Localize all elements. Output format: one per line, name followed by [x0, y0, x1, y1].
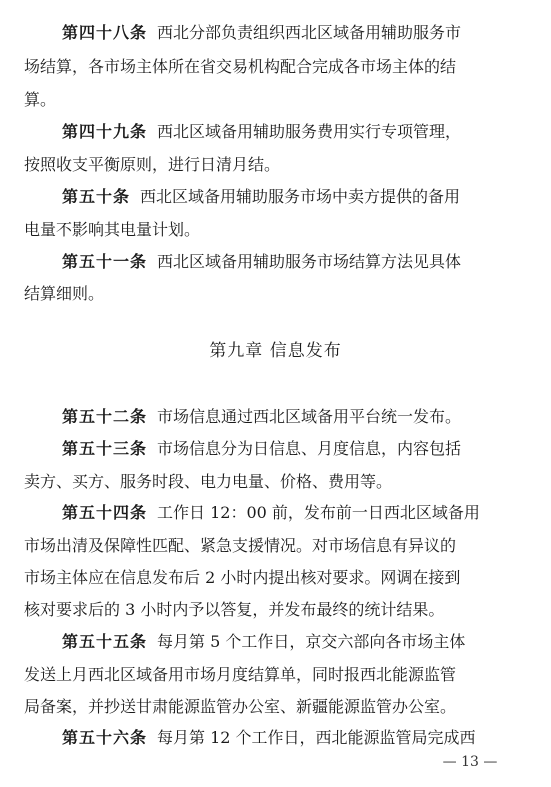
- article-50-line-2: 电量不影响其电量计划。: [24, 220, 201, 239]
- article-52-label: 第五十二条: [62, 407, 148, 426]
- article-50-text-1: 西北区域备用辅助服务市场中卖方提供的备用: [140, 187, 461, 206]
- article-48-line-2: 场结算，各市场主体所在省交易机构配合完成各市场主体的结: [24, 57, 457, 76]
- article-53-text-1: 市场信息分为日信息、月度信息，内容包括: [157, 439, 462, 458]
- article-48-line-3: 算。: [24, 90, 57, 109]
- article-49-line-1: [62, 122, 522, 142]
- article-48-text-1: 西北分部负责组织西北区域备用辅助服务市: [157, 23, 462, 42]
- chapter-title: 第九章 信息发布: [209, 341, 342, 361]
- article-55-line-1: [62, 632, 522, 652]
- article-53-line-2: 卖方、买方、服务时段、电力电量、价格、费用等。: [24, 472, 393, 491]
- article-56-text-1: 每月第 12 个工作日，西北能源监管局完成西: [157, 728, 476, 747]
- article-54-line-2: 市场出清及保障性匹配、紧急支援情况。对市场信息有异议的: [24, 536, 457, 555]
- article-50-label: 第五十条: [62, 187, 131, 206]
- article-54-text-1: 工作日 12：00 前，发布前一日西北区域备用: [157, 503, 480, 522]
- article-55-text-1: 每月第 5 个工作日，京交六部向各市场主体: [157, 632, 466, 651]
- article-56-line-1: [62, 728, 522, 748]
- article-54-label: 第五十四条: [62, 503, 148, 522]
- article-52-text-1: 市场信息通过西北区域备用平台统一发布。: [157, 407, 462, 426]
- article-52-line-1: [62, 407, 522, 427]
- article-56-label: 第五十六条: [62, 728, 148, 747]
- article-48-line-1: [62, 23, 522, 43]
- article-55-line-2: 发送上月西北区域备用市场月度结算单，同时报西北能源监管: [24, 665, 457, 684]
- article-54-line-1: [62, 503, 522, 523]
- article-51-line-2: 结算细则。: [24, 284, 105, 303]
- article-51-label: 第五十一条: [62, 252, 148, 271]
- article-51-line-1: [62, 252, 522, 272]
- article-48-label: 第四十八条: [62, 23, 148, 42]
- article-54-line-4: 核对要求后的 3 小时内予以答复，并发布最终的统计结果。: [24, 600, 445, 619]
- article-49-line-2: 按照收支平衡原则，进行日清月结。: [24, 155, 281, 174]
- article-51-text-1: 西北区域备用辅助服务市场结算方法见具体: [157, 252, 462, 271]
- article-50-line-1: [62, 187, 522, 207]
- article-53-label: 第五十三条: [62, 439, 148, 458]
- article-53-line-1: [62, 439, 522, 459]
- article-55-label: 第五十五条: [62, 632, 148, 651]
- article-49-text-1: 西北区域备用辅助服务费用实行专项管理，: [157, 122, 462, 141]
- page-number: — 13 —: [442, 754, 498, 770]
- article-54-line-3: 市场主体应在信息发布后 2 小时内提出核对要求。网调在接到: [24, 568, 461, 587]
- article-49-label: 第四十九条: [62, 122, 148, 141]
- article-55-line-3: 局备案，并抄送甘肃能源监管办公室、新疆能源监管办公室。: [24, 697, 457, 716]
